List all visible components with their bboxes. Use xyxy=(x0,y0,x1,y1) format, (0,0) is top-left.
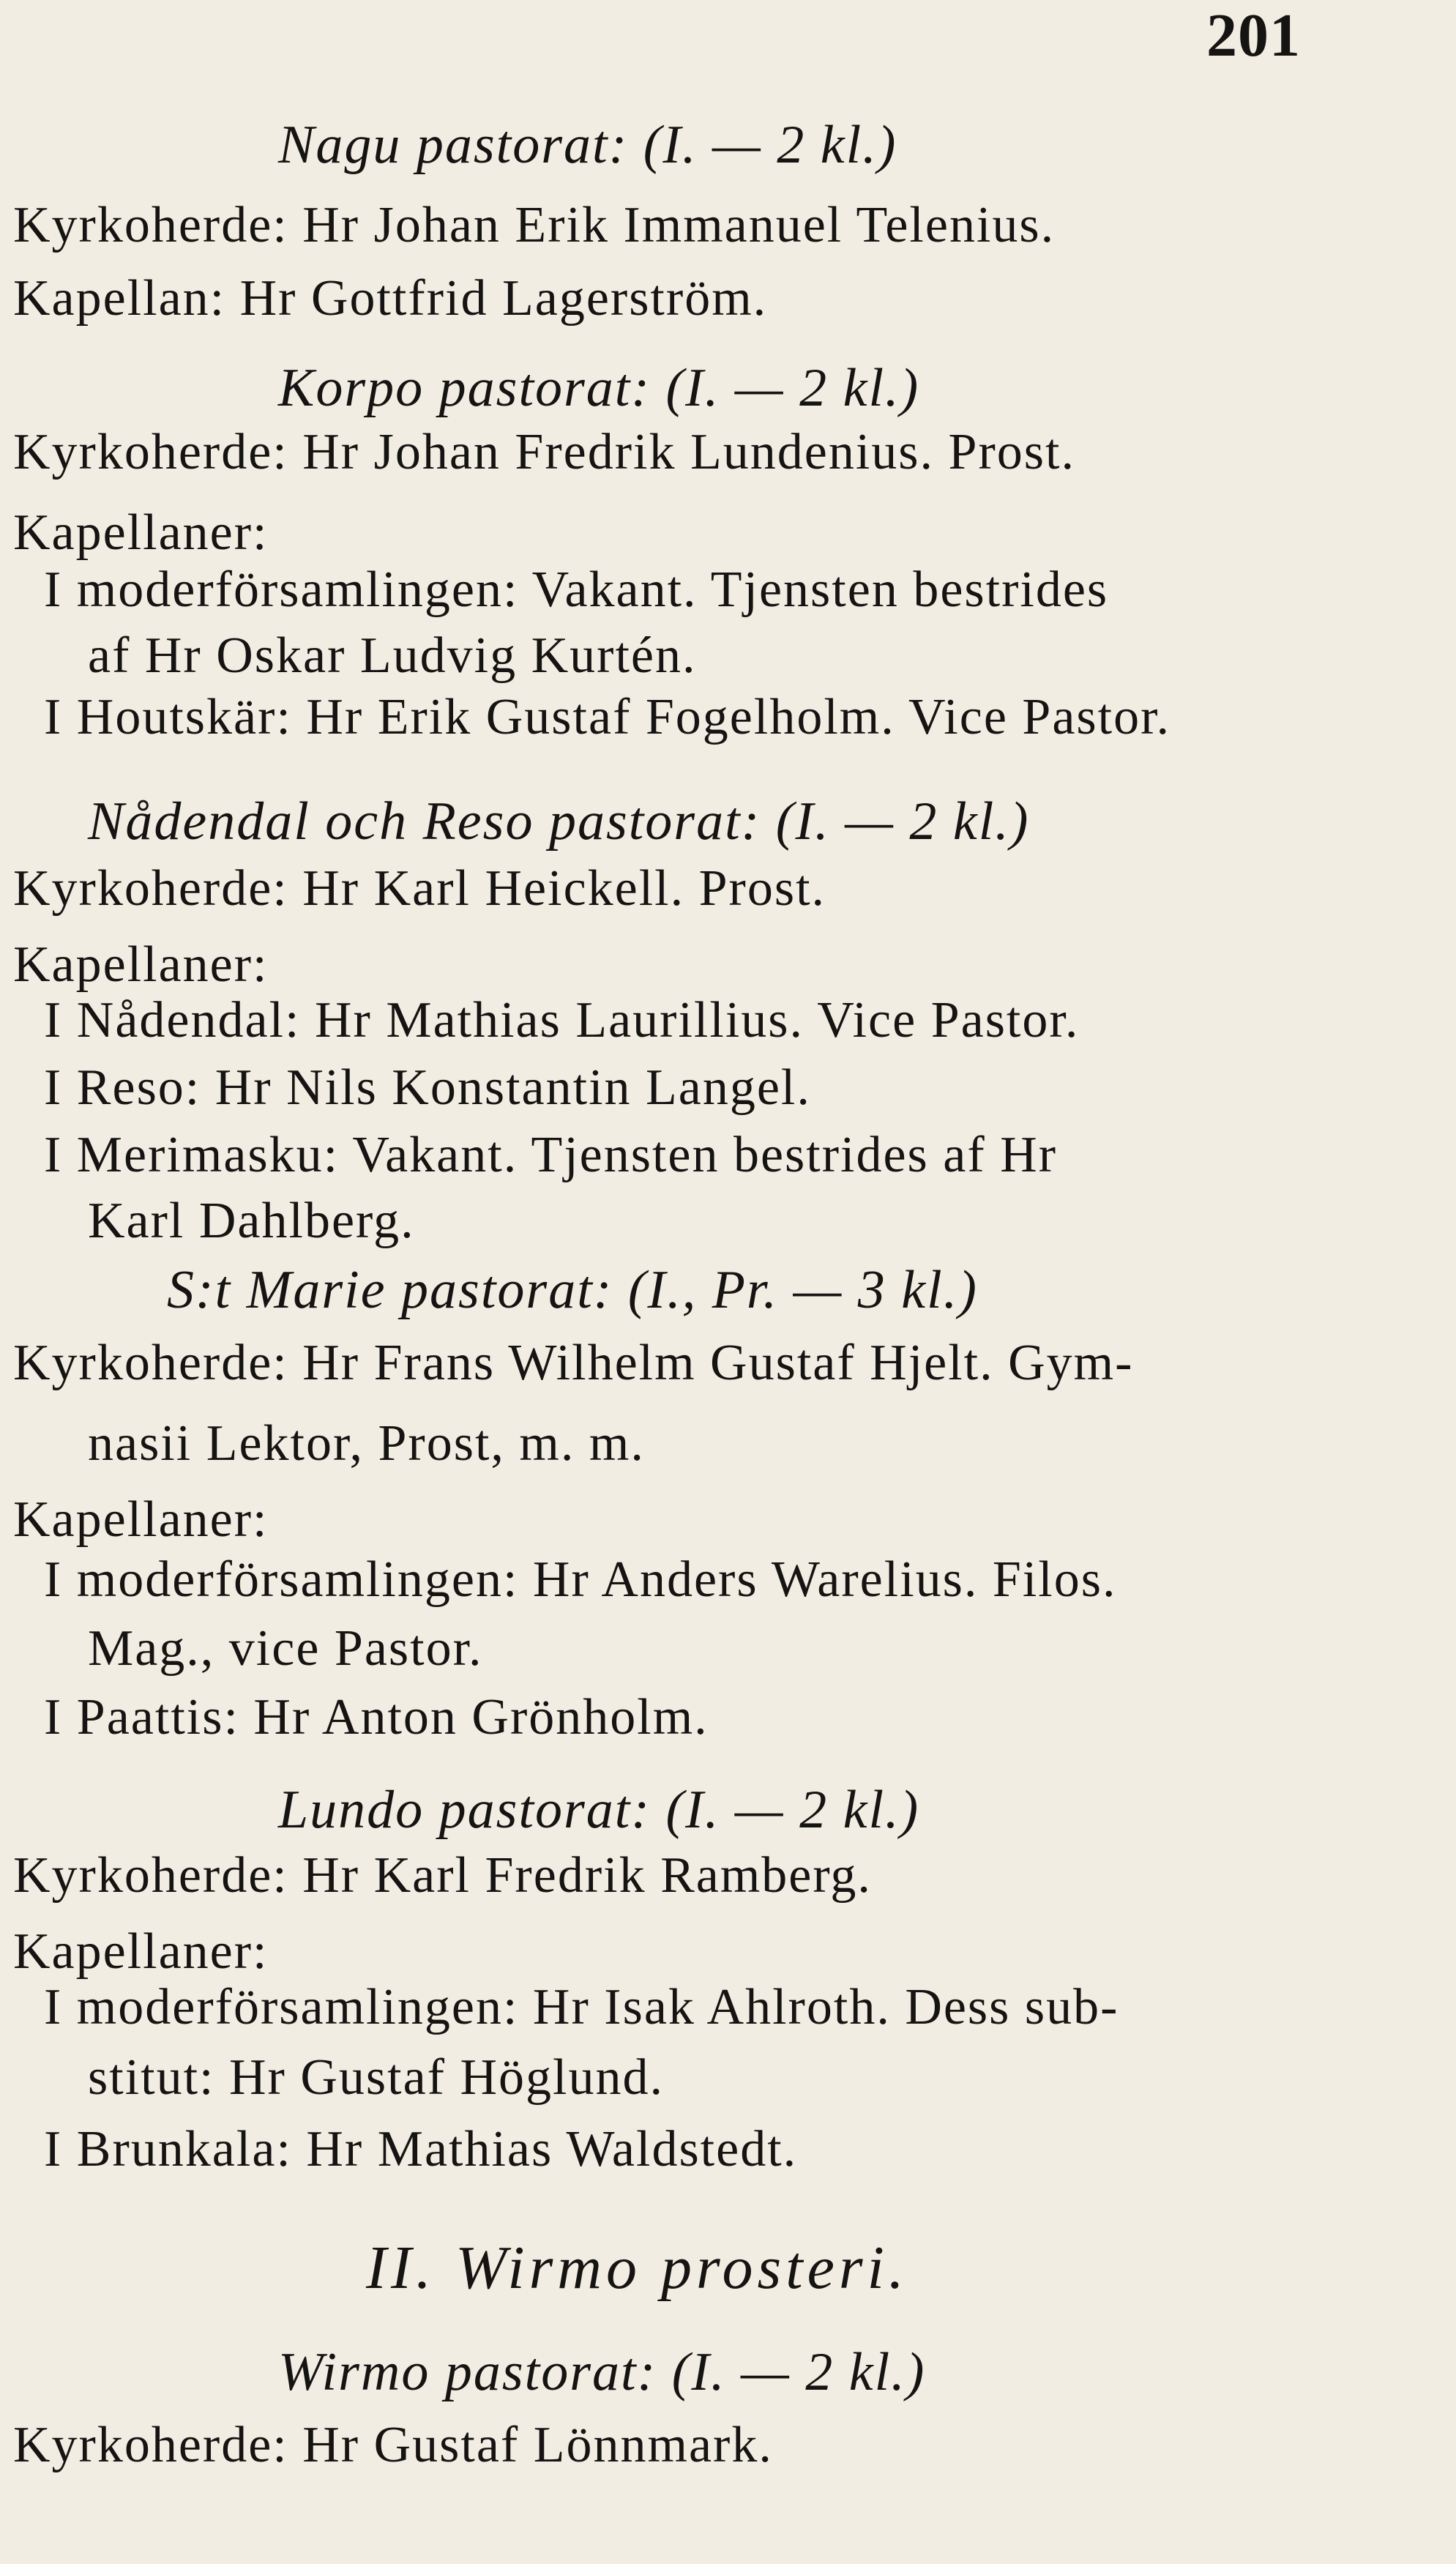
parish-heading-wirmo: Wirmo pastorat: (I. — 2 kl.) xyxy=(278,2342,926,2402)
parish-heading-lundo: Lundo pastorat: (I. — 2 kl.) xyxy=(278,1780,920,1840)
text-line: Kapellan: Hr Gottfrid Lagerström. xyxy=(13,270,768,327)
text-line: Kapellaner: xyxy=(13,1491,269,1548)
parish-heading-korpo: Korpo pastorat: (I. — 2 kl.) xyxy=(278,358,920,418)
text-line: I Reso: Hr Nils Konstantin Langel. xyxy=(44,1059,811,1116)
text-line: Mag., vice Pastor. xyxy=(88,1620,483,1677)
text-line: Kapellaner: xyxy=(13,504,269,561)
text-line: Kapellaner: xyxy=(13,936,269,993)
text-line: stitut: Hr Gustaf Höglund. xyxy=(88,2049,664,2106)
text-line: Kyrkoherde: Hr Karl Heickell. Prost. xyxy=(13,860,826,917)
text-line: I moderförsamlingen: Vakant. Tjensten bestrides xyxy=(44,562,1109,618)
text-line: Kyrkoherde: Hr Johan Fredrik Lundenius. Prost. xyxy=(13,424,1075,480)
text-line: nasii Lektor, Prost, m. m. xyxy=(88,1415,645,1472)
text-line: Kyrkoherde: Hr Johan Erik Immanuel Telenius. xyxy=(13,197,1056,253)
parish-heading-st-marie: S:t Marie pastorat: (I., Pr. — 3 kl.) xyxy=(167,1260,978,1320)
text-line: I Nådendal: Hr Mathias Laurillius. Vice Pastor. xyxy=(44,992,1080,1048)
text-line: Kyrkoherde: Hr Karl Fredrik Ramberg. xyxy=(13,1847,872,1904)
text-line: Kyrkoherde: Hr Gustaf Lönnmark. xyxy=(13,2417,773,2473)
text-line: I Brunkala: Hr Mathias Waldstedt. xyxy=(44,2121,798,2177)
deanery-heading-wirmo: II. Wirmo prosteri. xyxy=(366,2234,908,2302)
text-line: I Merimasku: Vakant. Tjensten bestrides af Hr xyxy=(44,1127,1058,1183)
text-line: I moderförsamlingen: Hr Anders Warelius. Filos. xyxy=(44,1551,1117,1608)
text-line: I moderförsamlingen: Hr Isak Ahlroth. Dess sub- xyxy=(44,1979,1119,2035)
text-line: Kyrkoherde: Hr Frans Wilhelm Gustaf Hjelt. Gym- xyxy=(13,1335,1134,1391)
text-line: Karl Dahlberg. xyxy=(88,1193,415,1249)
text-line: I Houtskär: Hr Erik Gustaf Fogelholm. Vice Pastor. xyxy=(44,689,1171,745)
page-number: 201 xyxy=(1206,1,1301,70)
text-line: af Hr Oskar Ludvig Kurtén. xyxy=(88,627,697,684)
text-line: Kapellaner: xyxy=(13,1923,269,1980)
parish-heading-nadendal-reso: Nådendal och Reso pastorat: (I. — 2 kl.) xyxy=(88,791,1030,851)
parish-heading-nagu: Nagu pastorat: (I. — 2 kl.) xyxy=(278,115,897,175)
text-line: I Paattis: Hr Anton Grönholm. xyxy=(44,1689,709,1745)
